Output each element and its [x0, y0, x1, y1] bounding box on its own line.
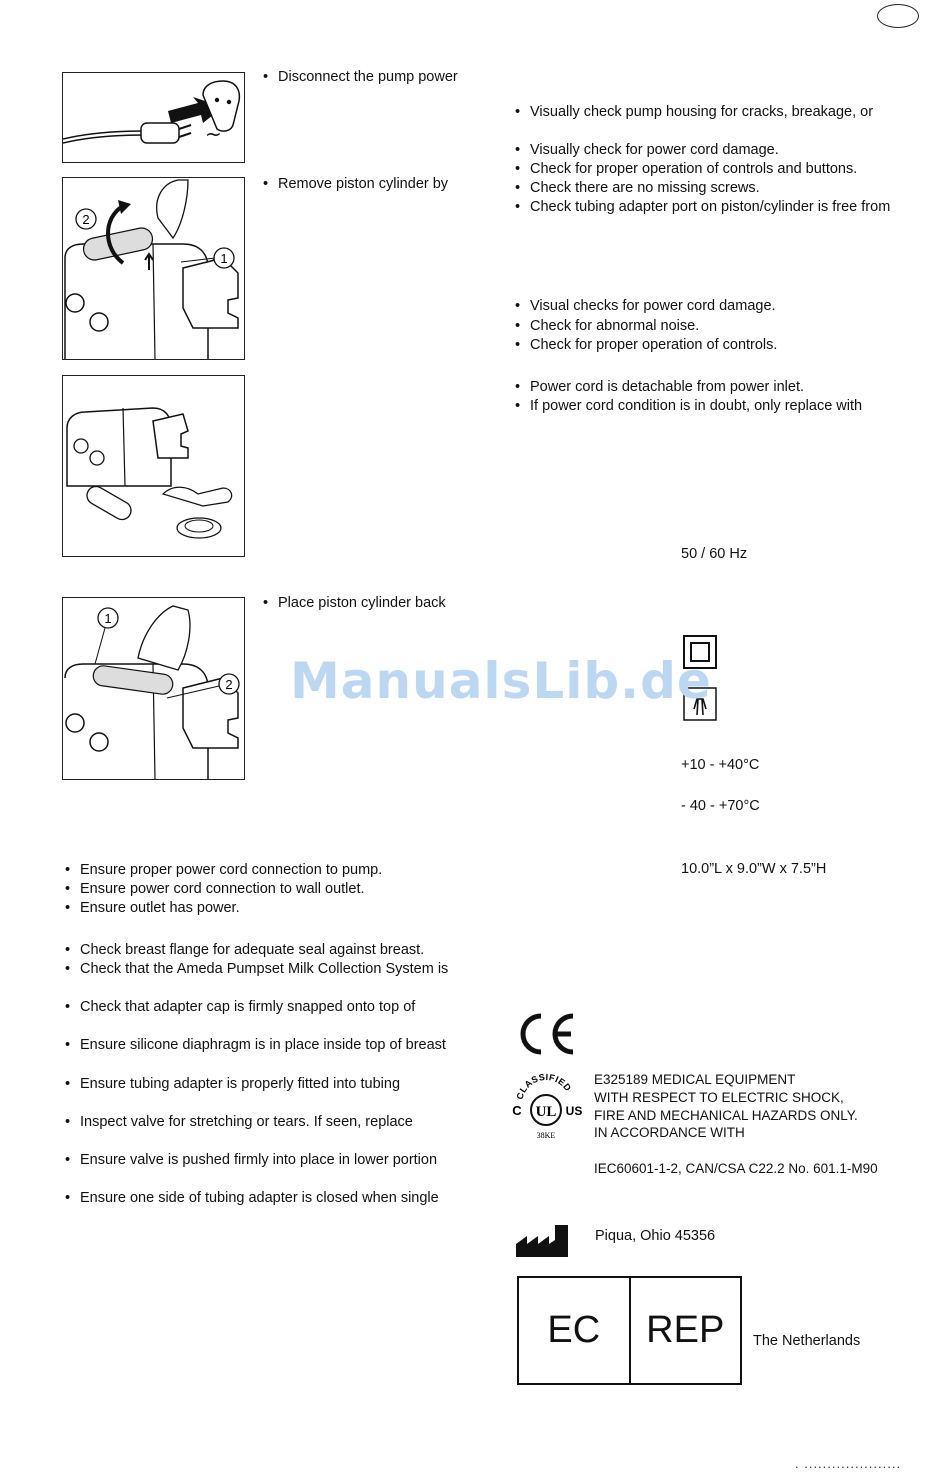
troubleshoot-item: • Ensure proper power cord connection to pump.: [65, 861, 382, 880]
replace-piston-cylinder-illustration: [62, 597, 245, 780]
callout-label: 1: [220, 251, 228, 266]
rep-label: REP: [646, 1309, 725, 1351]
troubleshoot-item: • Ensure one side of tubing adapter is closed when single: [65, 1189, 439, 1208]
footer-dots: . .....................: [795, 1456, 902, 1471]
check-item: • Visually check for power cord damage.: [515, 141, 779, 160]
piston-cylinder-icon: [84, 483, 135, 523]
dial-icon: [66, 294, 84, 312]
dial-icon: [66, 714, 84, 732]
troubleshoot-item: • Check that the Ameda Pumpset Milk Collection System is: [65, 960, 448, 979]
ul-label: UL: [535, 1104, 557, 1120]
troubleshoot-item: • Check that adapter cap is firmly snapped onto top of: [65, 998, 415, 1017]
dial-icon: [74, 439, 88, 453]
check-item: • Power cord is detachable from power inlet.: [515, 378, 804, 397]
ul-us-label: US: [565, 1104, 583, 1118]
check-item: • Check there are no missing screws.: [515, 179, 760, 198]
ce-mark-icon: [515, 1012, 577, 1056]
ul-classified-label: CLASSIFIED: [514, 1072, 574, 1101]
bowl-icon: [177, 518, 221, 538]
step-disconnect: • Disconnect the pump power: [263, 68, 458, 87]
check-item: • If power cord condition is in doubt, only replace with: [515, 397, 862, 416]
ul-line: FIRE AND MECHANICAL HAZARDS ONLY.: [594, 1108, 858, 1123]
unplug-icon: [63, 73, 244, 162]
step-place-cylinder: • Place piston cylinder back: [263, 594, 446, 613]
unplug-power-illustration: [62, 72, 245, 163]
clean-piston-parts-illustration: [62, 375, 245, 557]
ul-line: IN ACCORDANCE WITH: [594, 1125, 745, 1140]
troubleshoot-item: • Inspect valve for stretching or tears. If seen, replace: [65, 1113, 413, 1132]
check-item: • Check for abnormal noise.: [515, 317, 699, 336]
troubleshoot-item: • Ensure tubing adapter is properly fitted into tubing: [65, 1075, 400, 1094]
check-item: • Visual checks for power cord damage.: [515, 297, 776, 316]
manufacturer-factory-icon: [515, 1224, 569, 1258]
spec-dimensions: 10.0”L x 9.0”W x 7.5”H: [681, 861, 827, 877]
check-item: • Check tubing adapter port on piston/cylinder is free from: [515, 198, 890, 217]
troubleshoot-item: • Ensure power cord connection to wall outlet.: [65, 880, 365, 899]
ul-standard: IEC60601-1-2, CAN/CSA C22.2 No. 601.1-M90: [594, 1161, 878, 1176]
dial-icon: [90, 313, 108, 331]
watermark: ManualsLib.de: [290, 652, 712, 710]
step-remove-cylinder: • Remove piston cylinder by: [263, 175, 448, 194]
dial-icon: [90, 451, 104, 465]
language-badge: [877, 4, 919, 28]
check-item: • Visually check pump housing for cracks, breakage, or: [515, 103, 873, 122]
svg-text:~: ~: [205, 122, 222, 146]
ul-line: WITH RESPECT TO ELECTRIC SHOCK,: [594, 1090, 844, 1105]
callout-label: 2: [225, 677, 233, 692]
ul-c-label: C: [512, 1103, 522, 1118]
spec-frequency: 50 / 60 Hz: [681, 546, 748, 562]
check-item: • Check for proper operation of controls.: [515, 336, 777, 355]
troubleshoot-item: • Ensure outlet has power.: [65, 899, 240, 918]
troubleshoot-item: • Ensure silicone diaphragm is in place inside top of breast: [65, 1036, 446, 1055]
remove-piston-cylinder-illustration: [62, 177, 245, 360]
callout-label: 2: [82, 212, 90, 227]
spec-operating-temp: +10 - +40°C: [681, 757, 760, 773]
ec-rep-country: The Netherlands: [753, 1333, 861, 1349]
troubleshoot-item: • Check breast flange for adequate seal against breast.: [65, 941, 424, 960]
ul-code-label: 38KE: [536, 1131, 556, 1140]
manufacturer-city: Piqua, Ohio 45356: [595, 1228, 716, 1244]
callout-label: 1: [104, 611, 112, 626]
check-item: • Check for proper operation of controls and buttons.: [515, 160, 857, 179]
ec-rep-symbol: [517, 1276, 742, 1385]
spec-storage-temp: - 40 - +70°C: [681, 798, 760, 814]
dial-icon: [90, 733, 108, 751]
ul-line: E325189 MEDICAL EQUIPMENT: [594, 1072, 796, 1087]
ec-label: EC: [519, 1278, 631, 1383]
ul-classified-mark-icon: [508, 1072, 584, 1142]
troubleshoot-item: • Ensure valve is pushed firmly into place in lower portion: [65, 1151, 437, 1170]
